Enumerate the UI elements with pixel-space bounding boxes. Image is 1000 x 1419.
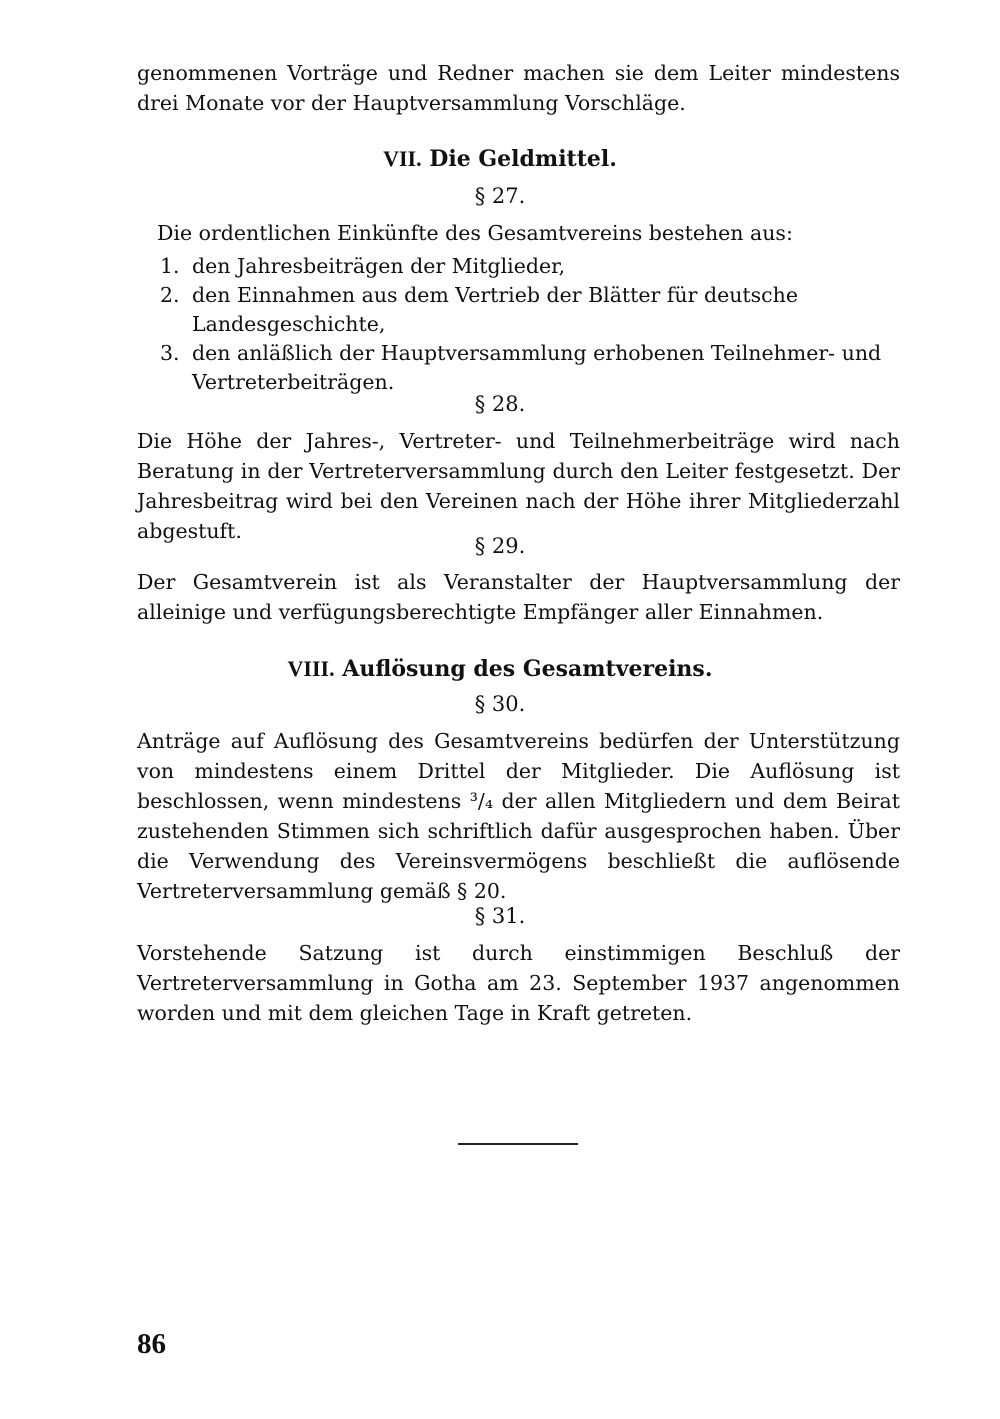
paragraph-label-27: § 27. bbox=[474, 184, 526, 208]
paragraph-label-29: § 29. bbox=[474, 534, 526, 558]
list-item bbox=[160, 339, 900, 397]
paragraph-31-text: Vorstehende Satzung ist durch einstimmigen Beschluß der Vertreterversammlung in Gotha am 23. September 1937 angenommen worden und mit dem gleichen Tage in Kraft getreten. bbox=[137, 941, 900, 1025]
paragraph-label-30: § 30. bbox=[474, 692, 526, 716]
paragraph-28-text: Die Höhe der Jahres-, Vertreter- und Teilnehmerbeiträge wird nach Beratung in der Vertreterversammlung durch den Leiter festgesetzt. Der Jahresbeitrag wird bei den Vereinen nach der Höhe ihrer Mitgliederzahl abgestuft. bbox=[137, 429, 900, 543]
paragraph-label-28: § 28. bbox=[474, 392, 526, 416]
section-number: VII. bbox=[383, 146, 422, 171]
section-heading-viii bbox=[0, 656, 1000, 682]
section-number: VIII. bbox=[287, 656, 335, 681]
list-item-text: den Jahresbeiträgen der Mitglieder, bbox=[192, 254, 566, 278]
list-item-number: 2. bbox=[160, 283, 180, 307]
list-item-text: den anläßlich der Hauptversammlung erhobenen Teilnehmer- und Vertreterbeiträgen. bbox=[192, 341, 882, 394]
paragraph-label-31: § 31. bbox=[474, 904, 526, 928]
list-item-number: 3. bbox=[160, 341, 180, 365]
section-title: Die Geldmittel. bbox=[429, 146, 617, 172]
paragraph-30-text: Anträge auf Auflösung des Gesamtvereins bedürfen der Unterstützung von mindestens einem Drittel der Mitglieder. Die Auflösung ist beschlossen, wenn mindestens ³/₄ der allen Mitgliedern und dem Beirat zustehenden Stimmen sich schriftlich dafür ausgesprochen haben. Über die Verwendung des Vereinsvermögens beschließt die auflösende Vertreterversammlung gemäß § 20. bbox=[137, 729, 900, 903]
page-number: 86 bbox=[137, 1328, 166, 1360]
list-item bbox=[160, 252, 900, 281]
continuation-paragraph: genommenen Vorträge und Redner machen sie dem Leiter mindestens drei Monate vor der Hauptversammlung Vorschläge. bbox=[137, 61, 900, 115]
income-list bbox=[160, 252, 900, 397]
list-item-number: 1. bbox=[160, 254, 180, 278]
section-heading-vii bbox=[0, 146, 1000, 172]
paragraph-27-intro: Die ordentlichen Einkünfte des Gesamtvereins bestehen aus: bbox=[157, 221, 793, 245]
section-title: Auflösung des Gesamtvereins. bbox=[342, 656, 713, 682]
paragraph-29-text: Der Gesamtverein ist als Veranstalter der Hauptversammlung der alleinige und verfügungsberechtigte Empfänger aller Einnahmen. bbox=[137, 570, 900, 624]
list-item-text: den Einnahmen aus dem Vertrieb der Blätter für deutsche Landesgeschichte, bbox=[192, 283, 798, 336]
end-rule bbox=[458, 1143, 578, 1145]
list-item bbox=[160, 281, 900, 339]
